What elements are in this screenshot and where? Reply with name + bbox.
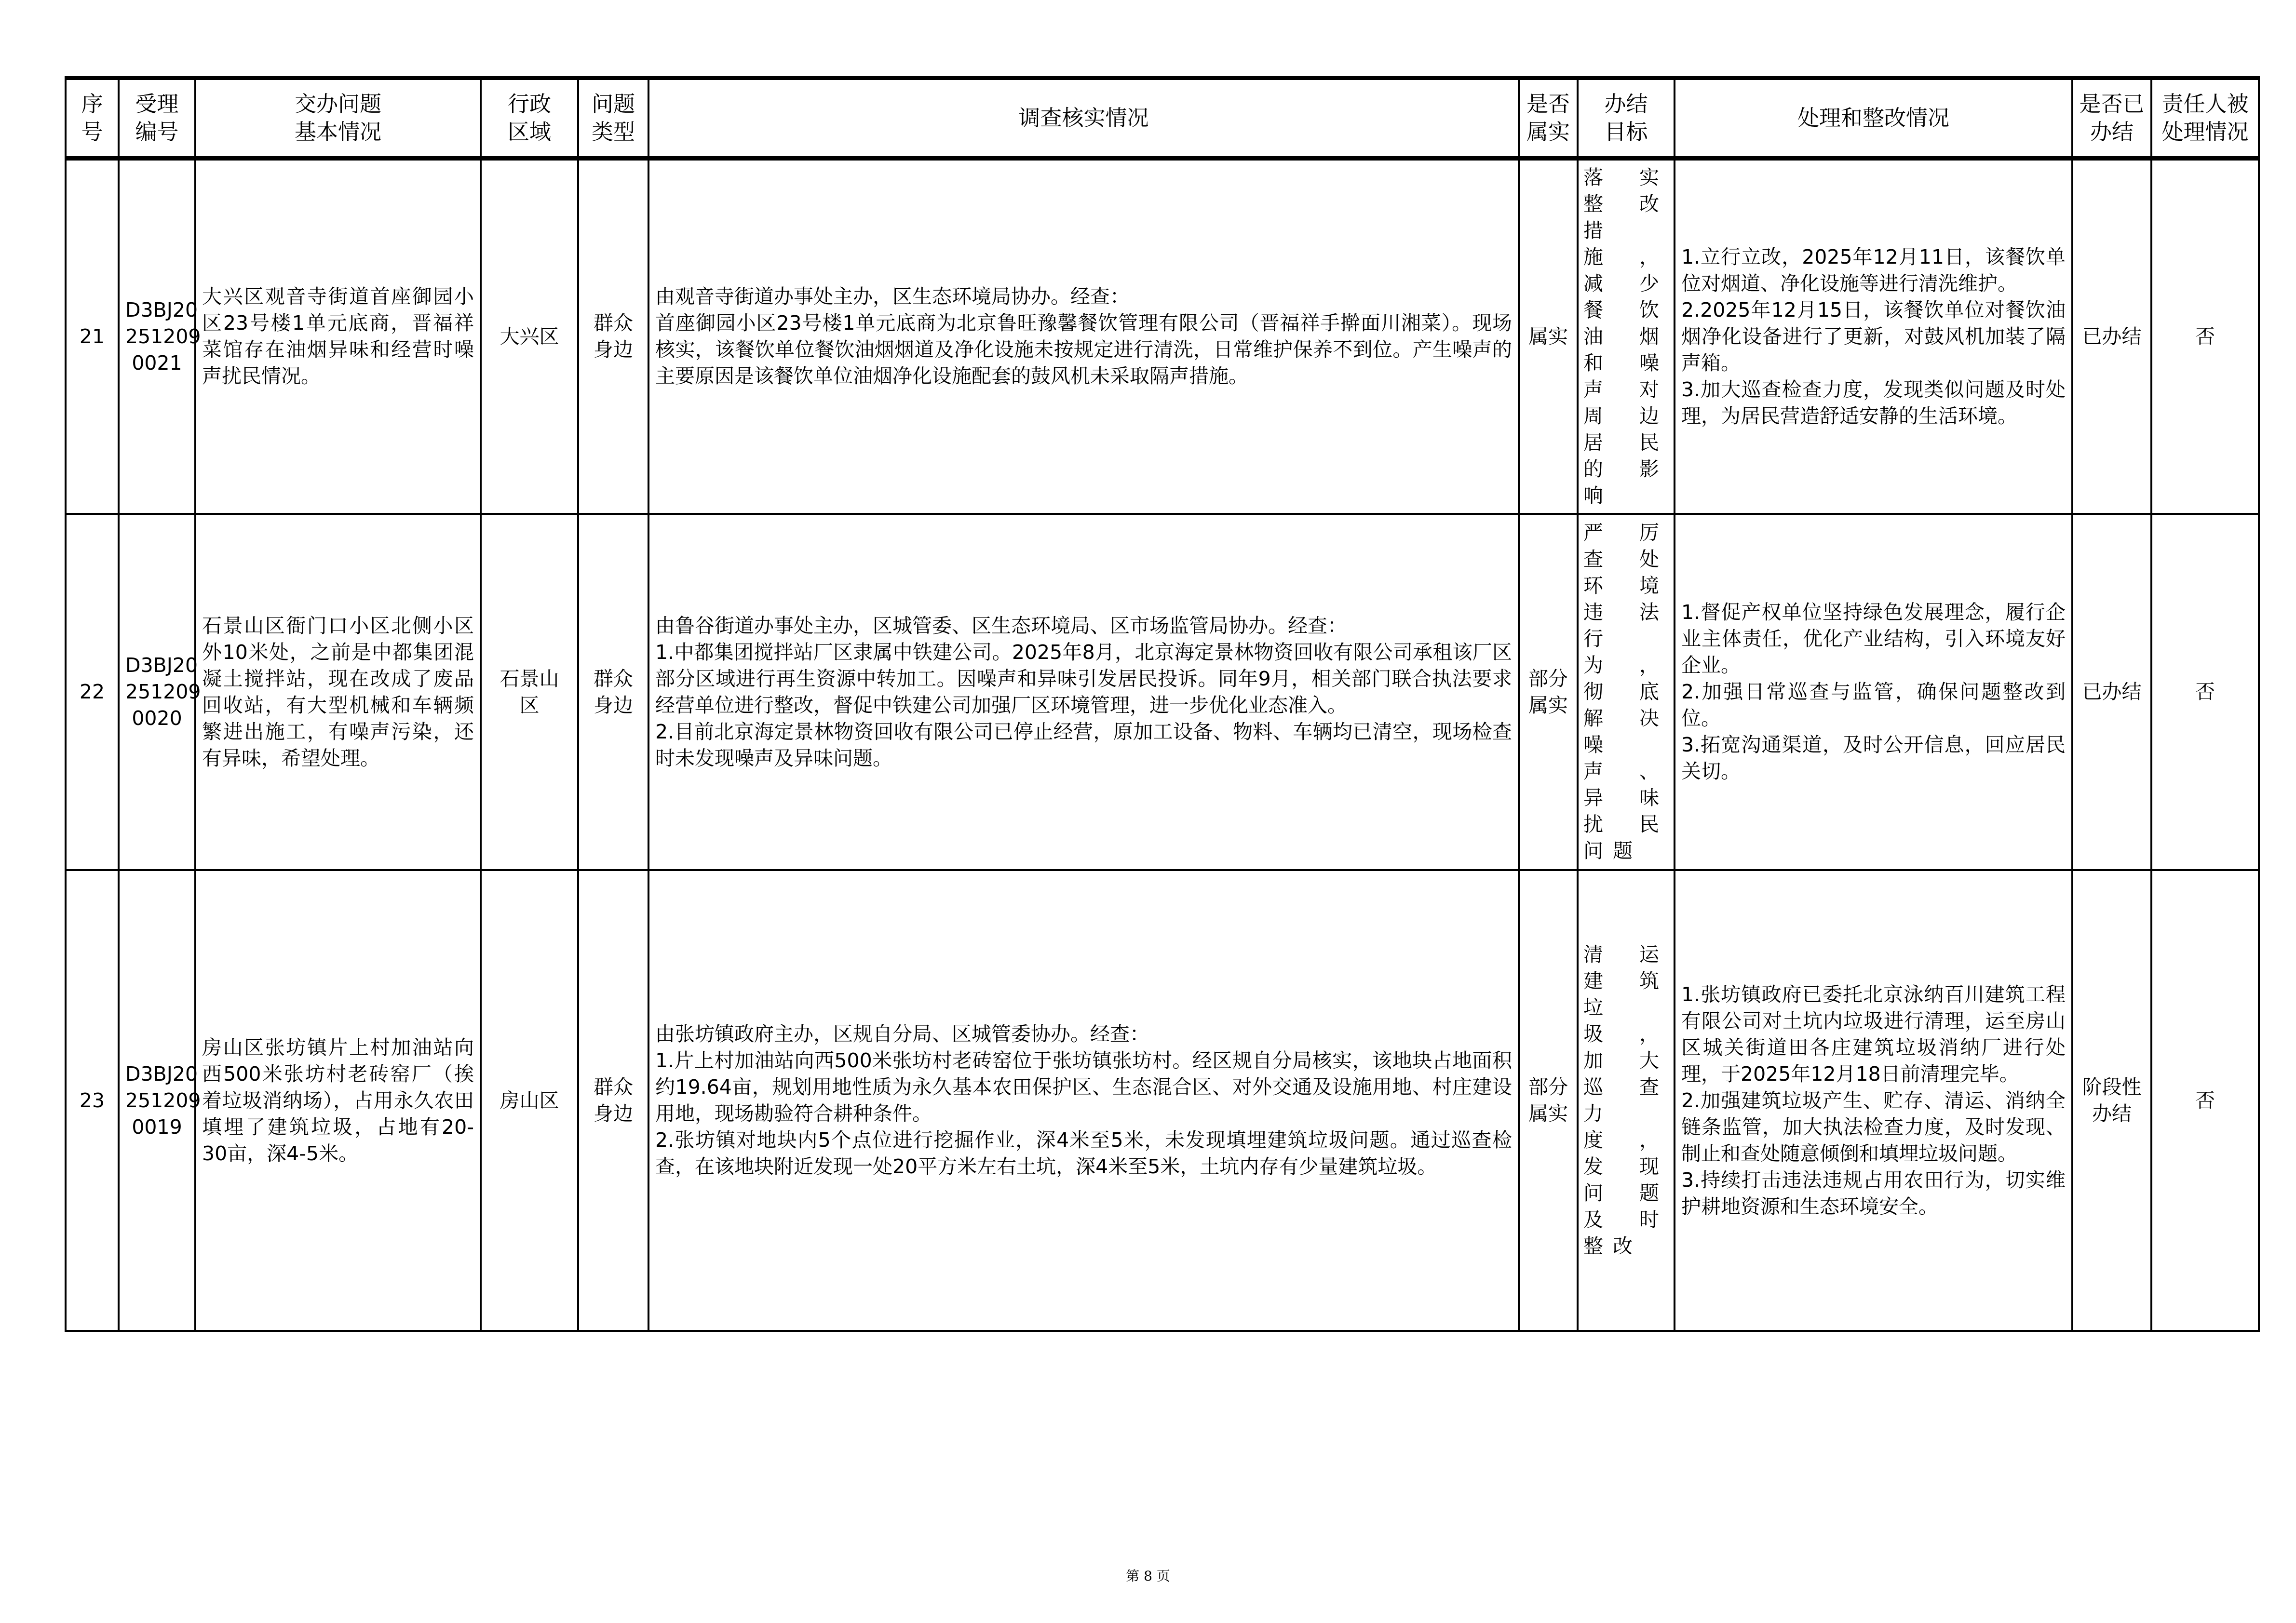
cell-accountability: 否 xyxy=(2151,870,2259,1331)
cell-verified: 属实 xyxy=(1519,158,1578,514)
table-row xyxy=(66,158,2259,514)
cell-type: 群众 身边 xyxy=(578,158,648,514)
header-accountability: 责任人被 处理情况 xyxy=(2151,78,2259,158)
cell-seq: 23 xyxy=(66,870,119,1331)
cell-handling: 1.督促产权单位坚持绿色发展理念，履行企业主体责任，优化产业结构，引入环境友好企业。 2.加强日常巡查与监管，确保问题整改到位。 3.拓宽沟通渠道，及时公开信息，回应居民关切。 xyxy=(1675,514,2072,870)
cell-type: 群众 身边 xyxy=(578,514,648,870)
cell-closed: 已办结 xyxy=(2072,158,2151,514)
table-row xyxy=(66,514,2259,870)
header-seq: 序 号 xyxy=(66,78,119,158)
header-district: 行政 区域 xyxy=(481,78,578,158)
cell-district: 大兴区 xyxy=(481,158,578,514)
header-row xyxy=(66,78,2259,158)
header-issue: 交办问题 基本情况 xyxy=(195,78,481,158)
cell-investigation: 由观音寺街道办事处主办，区生态环境局协办。经查： 首座御园小区23号楼1单元底商为北京鲁旺豫馨餐饮管理有限公司（晋福祥手擀面川湘菜）。现场核实，该餐饮单位餐饮油烟烟道及净化设施未按规定进行清洗，日常维护保养不到位。产生噪声的主要原因是该餐饮单位油烟净化设施配套的鼓风机未采取隔声措施。 xyxy=(648,158,1519,514)
complaint-handling-table xyxy=(65,76,2260,1332)
cell-seq: 21 xyxy=(66,158,119,514)
header-type: 问题 类型 xyxy=(578,78,648,158)
cell-issue: 房山区张坊镇片上村加油站向西500米张坊村老砖窑厂（挨着垃圾消纳场），占用永久农田填埋了建筑垃圾，占地有20-30亩，深4-5米。 xyxy=(195,870,481,1331)
header-investigation: 调查核实情况 xyxy=(648,78,1519,158)
cell-id: D3BJ20 251209 0020 xyxy=(119,514,195,870)
cell-accountability: 否 xyxy=(2151,158,2259,514)
cell-issue: 石景山区衙门口小区北侧小区外10米处，之前是中都集团混凝土搅拌站，现在改成了废品回收站，有大型机械和车辆频繁进出施工，有噪声污染，还有异味，希望处理。 xyxy=(195,514,481,870)
cell-investigation: 由鲁谷街道办事处主办，区城管委、区生态环境局、区市场监管局协办。经查： 1.中都集团搅拌站厂区隶属中铁建公司。2025年8月，北京海定景林物资回收有限公司承租该厂区部分区域进行再生资源中转加工。因噪声和异味引发居民投诉。同年9月，相关部门联合执法要求经营单位进行整改，督促中铁建公司加强厂区环境管理，进一步优化业态准入。 2.目前北京海定景林物资回收有限公司已停止经营，原加工设备、物料、车辆均已清空，现场检查时未发现噪声及异味问题。 xyxy=(648,514,1519,870)
page-number: 第 8 页 xyxy=(1126,1568,1170,1584)
cell-accountability: 否 xyxy=(2151,514,2259,870)
cell-district: 房山区 xyxy=(481,870,578,1331)
cell-handling: 1.张坊镇政府已委托北京泳纳百川建筑工程有限公司对土坑内垃圾进行清理，运至房山区城关街道田各庄建筑垃圾消纳厂进行处理，于2025年12月18日前清理完毕。 2.加强建筑垃圾产生、贮存、清运、消纳全链条监管，加大执法检查力度，及时发现、制止和查处随意倾倒和填埋垃圾问题。 3.持续打击违法违规占用农田行为，切实维护耕地资源和生态环境安全。 xyxy=(1675,870,2072,1331)
cell-seq: 22 xyxy=(66,514,119,870)
header-verified: 是否 属实 xyxy=(1519,78,1578,158)
cell-district: 石景山 区 xyxy=(481,514,578,870)
cell-handling: 1.立行立改，2025年12月11日，该餐饮单位对烟道、净化设施等进行清洗维护。 2.2025年12月15日，该餐饮单位对餐饮油烟净化设备进行了更新，对鼓风机加装了隔声箱。 3.加大巡查检查力度，发现类似问题及时处理，为居民营造舒适安静的生活环境。 xyxy=(1675,158,2072,514)
cell-issue: 大兴区观音寺街道首座御园小区23号楼1单元底商，晋福祥菜馆存在油烟异味和经营时噪声扰民情况。 xyxy=(195,158,481,514)
cell-target: 落实整改措施，减少餐饮油烟和噪声对周边居民的影响 xyxy=(1578,158,1675,514)
header-target: 办结 目标 xyxy=(1578,78,1675,158)
cell-verified: 部分 属实 xyxy=(1519,514,1578,870)
header-closed: 是否已 办结 xyxy=(2072,78,2151,158)
header-id: 受理 编号 xyxy=(119,78,195,158)
cell-target: 严厉查处环境违法行为，彻底解决噪声、异味扰民问题 xyxy=(1578,514,1675,870)
table-row xyxy=(66,870,2259,1331)
header-handling: 处理和整改情况 xyxy=(1675,78,2072,158)
cell-target: 清运建筑垃圾，加大巡查力度，发现问题及时整改 xyxy=(1578,870,1675,1331)
cell-closed: 已办结 xyxy=(2072,514,2151,870)
cell-closed: 阶段性 办结 xyxy=(2072,870,2151,1331)
cell-investigation: 由张坊镇政府主办，区规自分局、区城管委协办。经查： 1.片上村加油站向西500米张坊村老砖窑位于张坊镇张坊村。经区规自分局核实，该地块占地面积约19.64亩，规划用地性质为永久基本农田保护区、生态混合区、对外交通及设施用地、村庄建设用地，现场勘验符合耕种条件。 2.张坊镇对地块内5个点位进行挖掘作业，深4米至5米，未发现填埋建筑垃圾问题。通过巡查检查，在该地块附近发现一处20平方米左右土坑，深4米至5米，土坑内存有少量建筑垃圾。 xyxy=(648,870,1519,1331)
cell-verified: 部分 属实 xyxy=(1519,870,1578,1331)
cell-type: 群众 身边 xyxy=(578,870,648,1331)
cell-id: D3BJ20 251209 0021 xyxy=(119,158,195,514)
cell-id: D3BJ20 251209 0019 xyxy=(119,870,195,1331)
